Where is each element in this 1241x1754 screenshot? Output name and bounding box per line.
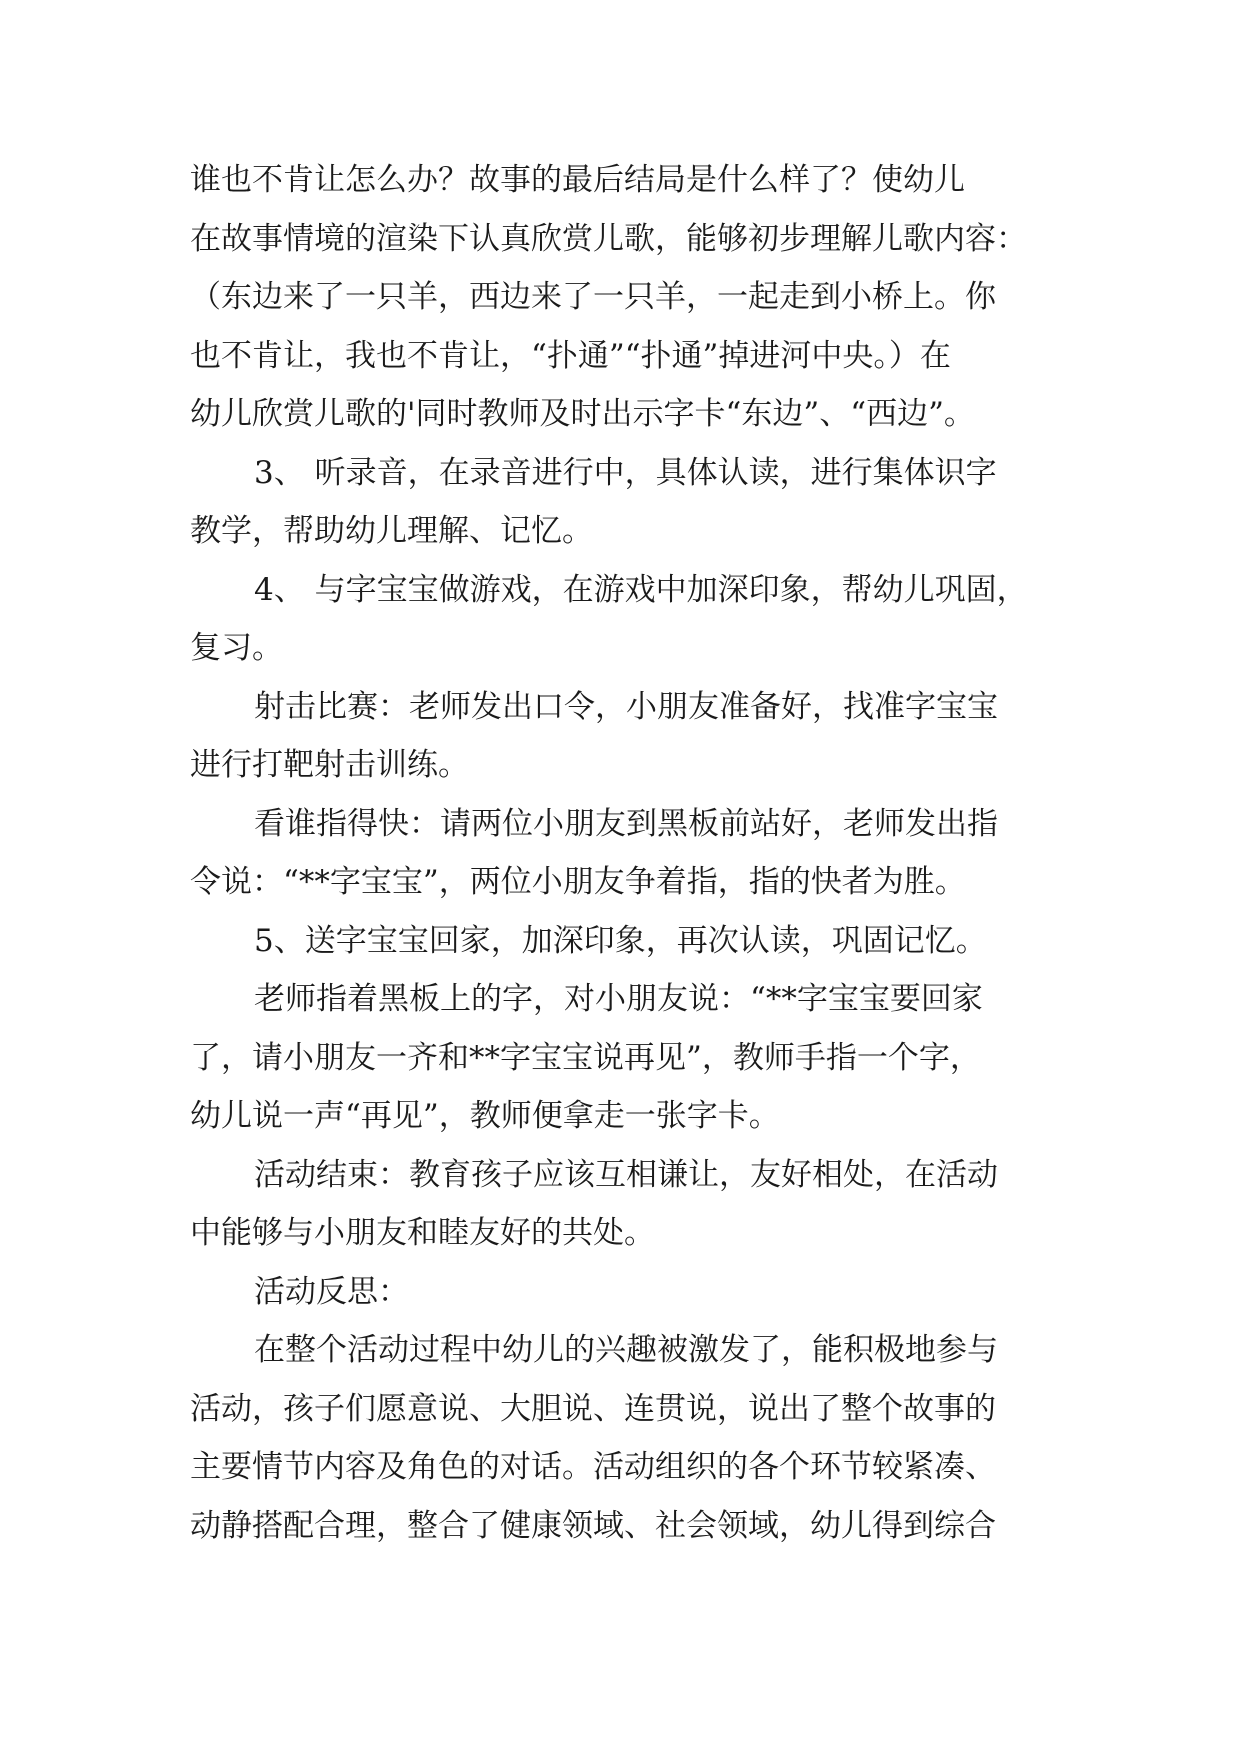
text-line: 看谁指得快：请两位小朋友到黑板前站好，老师发出指 bbox=[254, 806, 998, 842]
text-line: 谁也不肯让怎么办？故事的最后结局是什么样了？使幼儿 bbox=[190, 162, 965, 198]
text-line: 5、送字宝宝回家，加深印象，再次认读，巩固记忆。 bbox=[254, 923, 987, 959]
text-line: 幼儿欣赏儿歌的'同时教师及时出示字卡“东边”、“西边”。 bbox=[190, 396, 975, 432]
text-line: 动静搭配合理，整合了健康领域、社会领域，幼儿得到综合 bbox=[190, 1508, 996, 1544]
text-line: 在整个活动过程中幼儿的兴趣被激发了，能积极地参与 bbox=[254, 1332, 998, 1368]
text-line: 4、 与字宝宝做游戏，在游戏中加深印象，帮幼儿巩固， bbox=[254, 572, 1028, 608]
text-line: （东边来了一只羊，西边来了一只羊，一起走到小桥上。你 bbox=[190, 279, 996, 315]
text-line: 老师指着黑板上的字，对小朋友说：“**字宝宝要回家 bbox=[254, 981, 983, 1017]
text-line: 活动，孩子们愿意说、大胆说、连贯说，说出了整个故事的 bbox=[190, 1391, 996, 1427]
text-line: 射击比赛：老师发出口令，小朋友准备好，找准字宝宝 bbox=[254, 689, 998, 725]
text-line: 活动反思： bbox=[254, 1274, 409, 1310]
text-line: 在故事情境的渲染下认真欣赏儿歌，能够初步理解儿歌内容： bbox=[190, 221, 1027, 257]
text-line: 3、 听录音，在录音进行中，具体认读，进行集体识字 bbox=[254, 455, 997, 491]
text-line: 进行打靶射击训练。 bbox=[190, 747, 469, 783]
text-line: 令说：“**字宝宝”，两位小朋友争着指，指的快者为胜。 bbox=[190, 864, 966, 900]
text-line: 活动结束：教育孩子应该互相谦让，友好相处，在活动 bbox=[254, 1157, 998, 1193]
text-line: 复习。 bbox=[190, 630, 283, 666]
text-line: 幼儿说一声“再见”，教师便拿走一张字卡。 bbox=[190, 1098, 780, 1134]
text-line: 了，请小朋友一齐和**字宝宝说再见”，教师手指一个字， bbox=[190, 1040, 981, 1076]
text-line: 中能够与小朋友和睦友好的共处。 bbox=[190, 1215, 655, 1251]
text-line: 教学，帮助幼儿理解、记忆。 bbox=[190, 513, 593, 549]
text-line: 也不肯让，我也不肯让，“扑通”“扑通”掉进河中央。）在 bbox=[190, 338, 951, 374]
text-line: 主要情节内容及角色的对话。活动组织的各个环节较紧凑、 bbox=[190, 1449, 996, 1485]
